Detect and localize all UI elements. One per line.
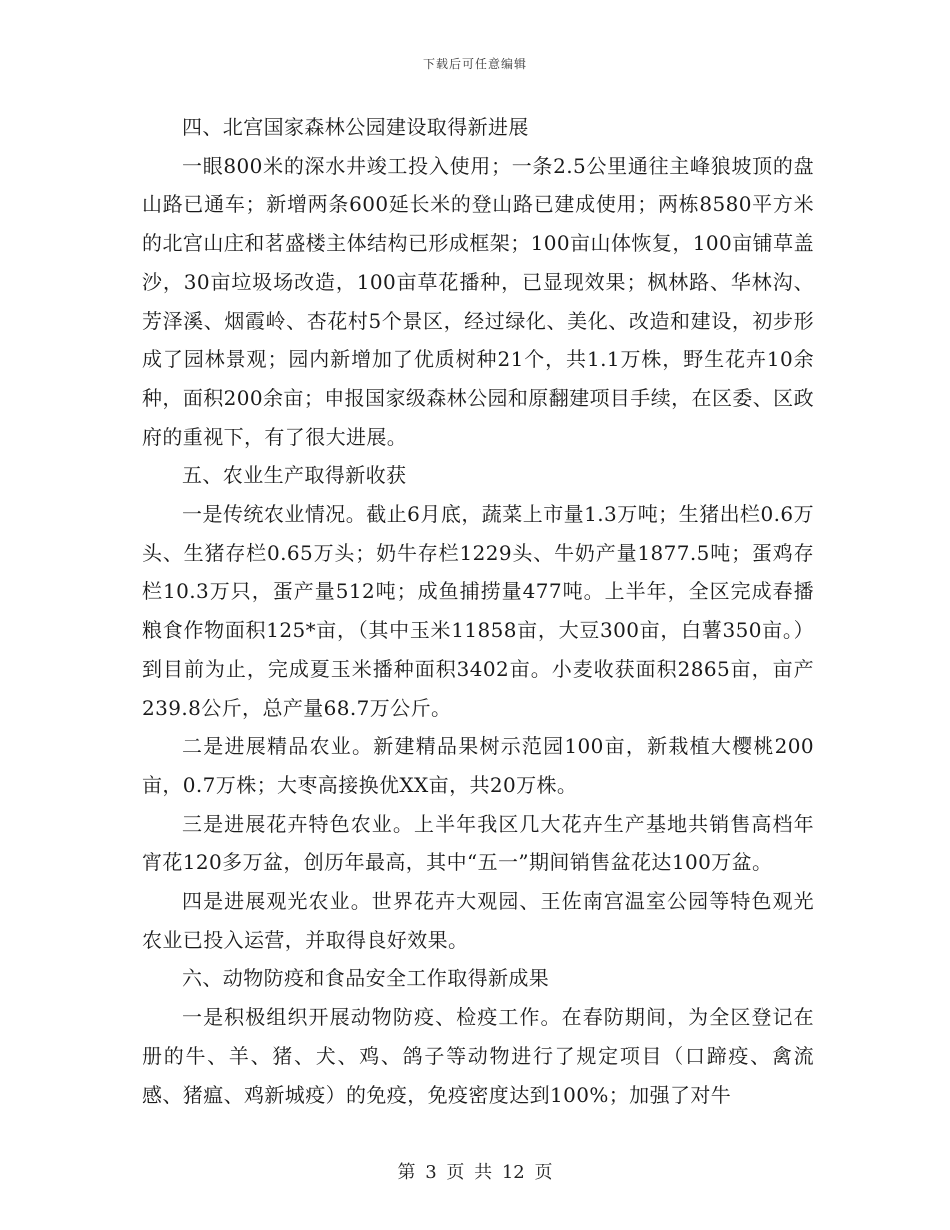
section-heading-forest-park: 四、北宫国家森林公园建设取得新进展 [182, 115, 529, 139]
paragraph-premium-agriculture: 二是进展精品农业。新建精品果树示范园100亩，新栽植大樱桃200亩，0.7万株；大枣高接换优XX亩，共20万株。 [142, 734, 814, 797]
page-header-note: 下载后可任意编辑 [422, 57, 527, 71]
page-number-footer: 第 3 页 共 12 页 [397, 1162, 553, 1183]
paragraph-flower-agriculture: 三是进展花卉特色农业。上半年我区几大花卉生产基地共销售高档年宵花120多万盆，创历年最高，其中“五一”期间销售盆花达100万盆。 [142, 811, 814, 875]
document-body [142, 108, 814, 1114]
paragraph-sightseeing-agriculture: 四是进展观光农业。世界花卉大观园、王佐南宫温室公园等特色观光农业已投入运营，并取得良好效果。 [142, 889, 814, 952]
section-heading-agriculture: 五、农业生产取得新收获 [182, 463, 407, 488]
section-heading-animal-epidemic: 六、动物防疫和食品安全工作取得新成果 [182, 966, 550, 991]
paragraph-traditional-agriculture: 一是传统农业情况。截止6月底，蔬菜上市量1.3万吨；生猪出栏0.6万头、生猪存栏0.65万头；奶牛存栏1229头、牛奶产量1877.5吨；蛋鸡存栏10.3万只，蛋产量512吨；成鱼捕捞量477吨。上半年，全区完成春播粮食作物面积125*亩，（其中玉米11858亩，大豆300亩，白薯350亩。）到目前为止，完成夏玉米播种面积3402亩。小麦收获面积2865亩，亩产239.8公斤，总产量68.7万公斤。 [142, 502, 814, 720]
paragraph-animal-quarantine: 一是积极组织开展动物防疫、检疫工作。在春防期间，为全区登记在册的牛、羊、猪、犬、鸡、鸽子等动物进行了规定项目（口蹄疫、禽流感、猪瘟、鸡新城疫）的免疫，免疫密度达到100%；加强了对牛 [142, 1005, 814, 1107]
paragraph-forest-park-progress: 一眼800米的深水井竣工投入使用；一条2.5公里通往主峰狼坡顶的盘山路已通车；新增两条600延长米的登山路已建成使用；两栋8580平方米的北宫山庄和茗盛楼主体结构已形成框架；100亩山体恢复，100亩铺草盖沙，30亩垃圾场改造，100亩草花播种，已显现效果；枫林路、华林沟、芳泽溪、烟霞岭、杏花村5个景区，经过绿化、美化、改造和建设，初步形成了园林景观；园内新增加了优质树种21个，共1.1万株，野生花卉10余种，面积200余亩；申报国家级森林公园和原翻建项目手续，在区委、区政府的重视下，有了很大进展。 [142, 153, 814, 449]
